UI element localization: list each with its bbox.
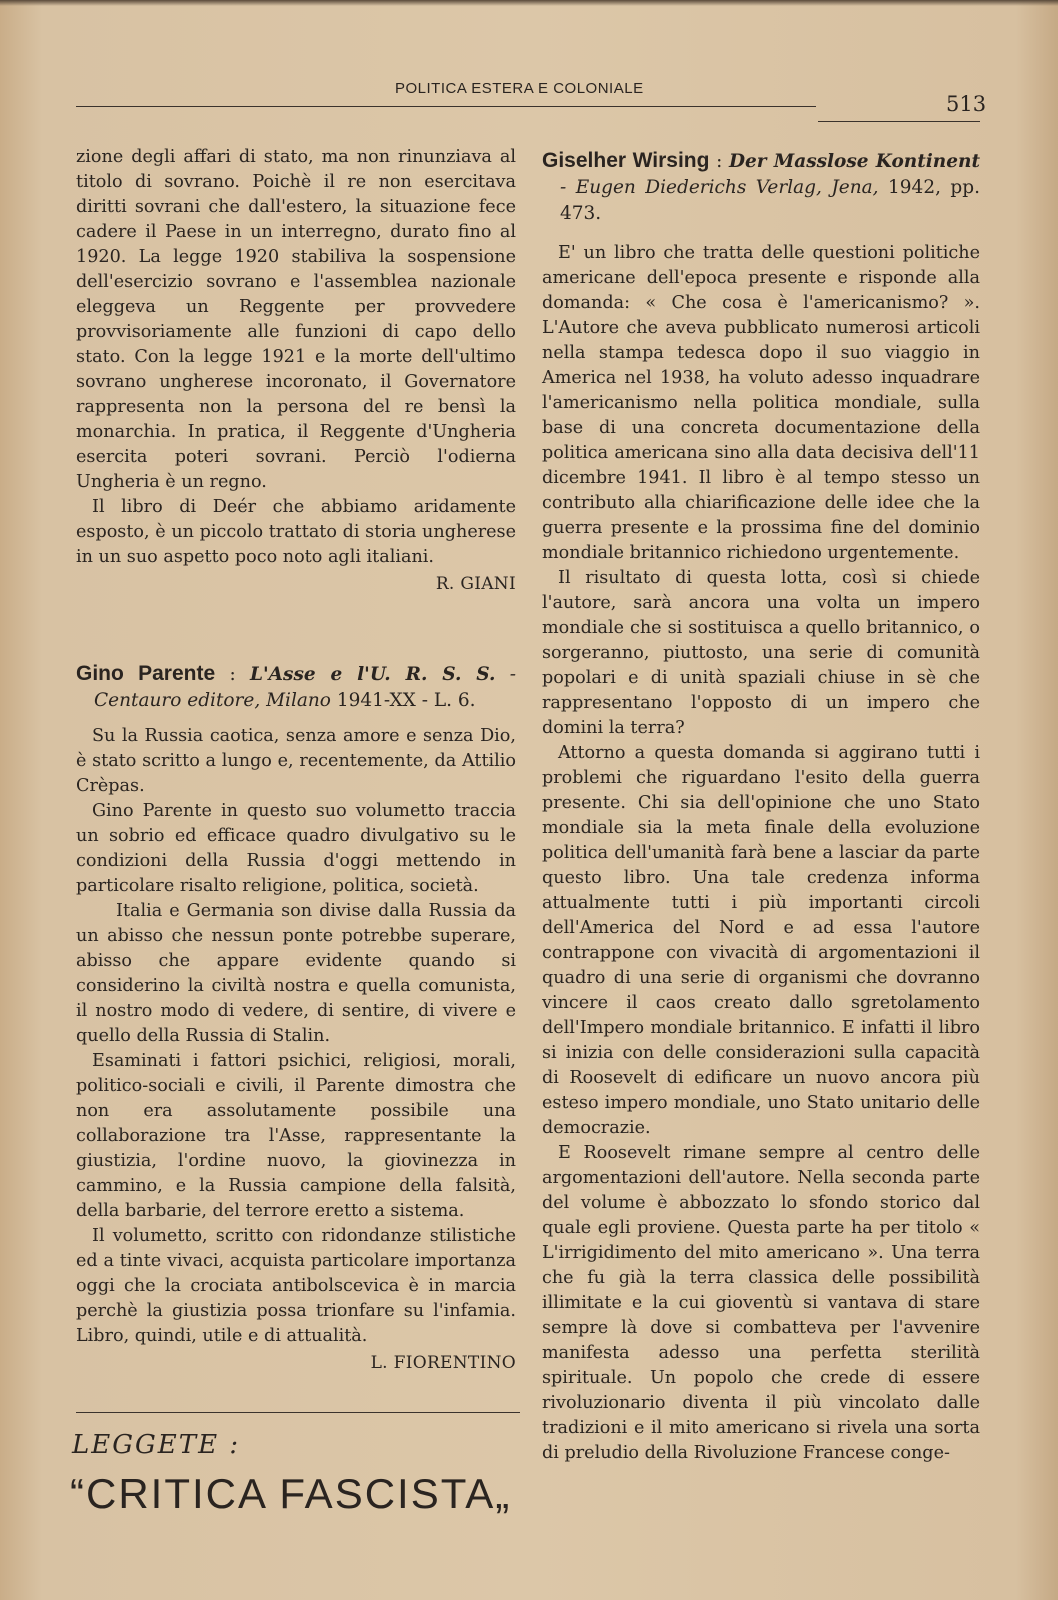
leggete-label: LEGGETE : (72, 1430, 241, 1460)
signature-surname: IANI (474, 574, 516, 594)
page-top-shadow (0, 0, 1058, 6)
critica-fascista-advert: “CRITICA FASCISTA„ (70, 1470, 512, 1517)
left-column (76, 145, 516, 1376)
review-publisher: - Centauro editore, Milano (94, 664, 517, 711)
review-title: L'Asse e l'U. R. S. S. (250, 664, 496, 685)
review-year-price: 1941-XX - L. 6. (330, 690, 476, 711)
review-separator: : (215, 664, 250, 685)
signature-fiorentino (76, 1351, 516, 1376)
paragraph: Il libro di Deér che abbiamo aridamente esposto, è un piccolo trattato di storia ungherese in un suo aspetto poco noto agli italiani. (76, 497, 516, 567)
review-year-pages: 1942, pp. 473. (560, 177, 980, 224)
paragraph: Il risultato di questa lotta, così si chiede l'autore, sarà ancora una volta un impero mondiale che si sostituisca a quello britannico, o sorgeranno, piuttosto, una serie di comunità popolari e di unità spaziali chiuse in sè che rappresentano l'opposto di un impero che domini la terra? (542, 568, 980, 738)
paragraph: Italia e Germania son divise dalla Russia da un abisso che nessun ponte potrebbe superare, abisso che appare evidente quando si considerino la civiltà nostra e quella comunista, il nostro modo di vedere, di sentire, di vivere e quello della Russia di Stalin. (76, 901, 516, 1046)
signature-surname: IORENTINO (405, 1353, 516, 1373)
paragraph: E Roosevelt rimane sempre al centro delle argomentazioni dell'autore. Nella seconda parte del volume è abbozzato lo sfondo storico dal quale egli proviene. Questa parte ha per titolo « L'irrigidimento del mito americano ». Una terra che fu già la terra classica delle possibilità illimitate e la cui gioventù si vantava di stare sempre là dove si combatteva per l'avvenire manifesta adesso una perfetta sterilità spirituale. Un popolo che crede di essere rivoluzionario diventa il più vincolato dalle tradizioni e il mito americano si rivela una sorta di preludio della Rivoluzione Francese conge- (542, 1143, 980, 1463)
running-head: POLITICA ESTERA E COLONIALE (395, 80, 644, 97)
paragraph: Esaminati i fattori psichici, religiosi, morali, politico-sociali e civili, il Parente dimostra che non era assolutamente possibile una collaborazione tra l'Asse, rappresentante la giustizia, l'ordine nuovo, la giovinezza in cammino, e la Russia campione della falsità, della barbarie, del terrore eretto a sistema. (76, 1051, 516, 1221)
signature-initial: R. G (435, 574, 475, 594)
signature-giani (76, 572, 516, 597)
review-heading-wirsing (542, 148, 980, 227)
paragraph: zione degli affari di stato, ma non rinunziava al titolo di sovrano. Poichè il re non esercitava diritti sovrani che dall'estero, la situazione fece cadere il Paese in un interregno, durato fino al 1920. La legge 1920 stabiliva la sospensione dell'esercizio sovrano e l'assemblea nazionale eleggeva un Reggente per provvedere provvisoriamente alle funzioni di capo dello stato. Con la legge 1921 e la morte dell'ultimo sovrano ungherese incoronato, il Governatore rappresenta non la persona del re bensì la monarchia. In pratica, il Reggente d'Ungheria esercita poteri sovrani. Perciò l'odierna Ungheria è un regno. (76, 147, 516, 492)
paragraph: E' un libro che tratta delle questioni politiche americane dell'epoca presente e risponde alla domanda: « Che cosa è l'americanismo? ». L'Autore che aveva pubblicato numerosi articoli nella stampa tedesca dopo il suo viaggio in America nel 1938, ha voluto adesso inquadrare l'americanismo nella politica mondiale, sulla base di una concreta documentazione della politica americana sino alla data decisiva dell'11 dicembre 1941. Il libro è al tempo stesso un contributo alla chiarificazione delle idee che la guerra presente e la prossima fine del dominio mondiale britannico richiedono urgentemente. (542, 243, 980, 563)
signature-initial: L. F (370, 1353, 406, 1373)
page-number: 513 (946, 92, 987, 116)
review-title: Der Masslose Kontinent (728, 151, 981, 172)
paragraph: Gino Parente in questo suo volumetto traccia un sobrio ed efficace quadro divulgativo su le condizioni della Russia d'oggi mettendo in particolare risalto religione, politica, società. (76, 801, 516, 896)
review-author: Giselher Wirsing (542, 149, 710, 172)
review-separator: : (709, 151, 729, 172)
review-author: Gino Parente (76, 662, 216, 685)
review-heading-parente (76, 661, 516, 714)
header-rule-right (818, 121, 980, 122)
footer-rule (76, 1412, 520, 1413)
paragraph: Su la Russia caotica, senza amore e senza Dio, è stato scritto a lungo e, recentemente, da Attilio Crèpas. (76, 726, 516, 796)
right-column (542, 148, 980, 1466)
paragraph: Il volumetto, scritto con ridondanze stilistiche ed a tinte vivaci, acquista particolare importanza oggi che la crociata antibolscevica è in marcia perchè la giustizia possa trionfare su l'infamia. Libro, quindi, utile e di attualità. (76, 1226, 516, 1346)
review-publisher: - Eugen Diederichs Verlag, Jena, (560, 177, 879, 198)
header-rule (76, 106, 816, 107)
paragraph: Attorno a questa domanda si aggirano tutti i problemi che riguardano l'esito della guerra presente. Chi sia dell'opinione che uno Stato mondiale sia la meta finale della evoluzione politica dell'umanità farà bene a lasciar da parte questo libro. Una tale credenza informa attualmente tutti i più importanti circoli dell'America del Nord e ad essa l'autore contrappone con vivacità di argomentazioni il quadro di una serie di organismi che dovranno vincere il caos creato dallo sgretolamento dell'Impero mondiale britannico. E infatti il libro si inizia con delle considerazioni sulla capacità di Roosevelt di edificare un nuovo ancora più esteso impero mondiale, uno Stato unitario delle democrazie. (542, 743, 980, 1138)
